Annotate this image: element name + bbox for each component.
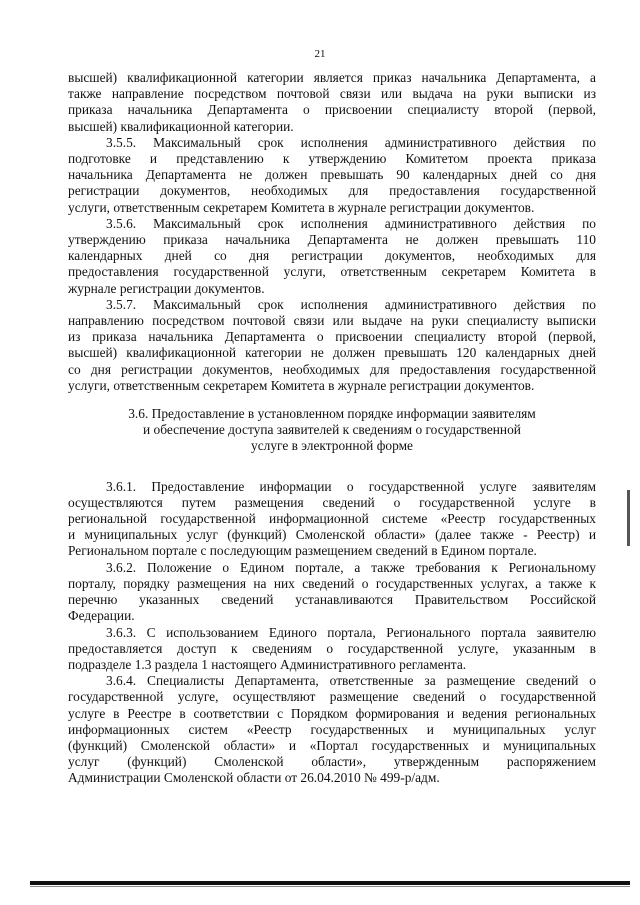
text-line: информационных систем «Реестр государственных и муниципальных услуг <box>68 721 596 737</box>
text-line: начальника Департамента не должен превышать 90 календарных дней со дня <box>68 167 596 183</box>
scan-margin-mark <box>627 490 630 546</box>
paragraph-3-6-1 <box>68 479 596 560</box>
text-line: услуг (функций) Смоленской области», утвержденным распоряжением <box>68 754 596 770</box>
text-line: регистрации документов, необходимых для предоставления государственной <box>68 183 596 199</box>
text-line: 3.5.6. Максимальный срок исполнения административного действия по <box>106 215 596 231</box>
document-body <box>68 70 596 787</box>
paragraph-3-5-6 <box>68 216 596 297</box>
heading-line: услуге в электронной форме <box>251 438 413 454</box>
paragraph-intro <box>68 70 596 135</box>
page-number: 21 <box>314 48 326 60</box>
text-line: региональной государственной информационной системе «Реестр государственных <box>68 511 596 527</box>
text-line: услуги, ответственным секретарем Комитета в журнале регистрации документов. <box>68 199 535 215</box>
paragraph-3-6-3 <box>68 625 596 674</box>
text-line: 3.6.3. С использованием Единого портала, Регионального портала заявителю <box>106 624 596 640</box>
text-line: высшей) квалификационной категории не должен превышать 120 календарных дней <box>68 345 596 361</box>
text-line: направлению посредством почтовой связи или выдаче на руки специалисту выписки <box>68 313 596 329</box>
text-line: предоставления государственной услуги, ответственным секретарем Комитета в <box>68 264 596 280</box>
paragraph-3-6-4 <box>68 673 596 786</box>
text-line: перечню указанных сведений устанавливаются Правительством Российской <box>68 592 596 608</box>
text-line: 3.5.7. Максимальный срок исполнения административного действия по <box>106 296 596 312</box>
text-line: утверждению приказа начальника Департамента не должен превышать 110 <box>68 232 596 248</box>
text-line: журнале регистрации документов. <box>68 280 265 296</box>
text-line: порталу, порядку размещения на них сведений о государственных услугах, а также к <box>68 575 596 591</box>
text-line: приказа начальника Департамента о присвоении специалисту второй (первой, <box>68 102 596 118</box>
paragraph-3-5-5 <box>68 135 596 216</box>
text-line: Федерации. <box>68 608 135 624</box>
footer-rule-thin <box>30 886 630 887</box>
text-line: Администрации Смоленской области от 26.04.2010 № 499-р/адм. <box>68 770 440 786</box>
text-line: (функций) Смоленской области» и «Портал государственных и муниципальных <box>68 737 596 753</box>
text-line: 3.6.2. Положение о Едином портале, а также требования к Региональному <box>106 559 596 575</box>
text-line: предоставляется доступ к сведениям о государственной услуге, указанным в <box>68 640 596 656</box>
paragraph-3-6-2 <box>68 560 596 625</box>
text-line: подразделе 1.3 раздела 1 настоящего Административного регламента. <box>68 656 467 672</box>
text-line: со дня регистрации документов, необходимых для предоставления государственной <box>68 361 596 377</box>
text-line: из приказа начальника Департамента о присвоении специалисту второй (первой, <box>68 329 596 345</box>
text-line: 3.6.1. Предоставление информации о государственной услуге заявителям <box>106 478 596 494</box>
section-heading-3-6 <box>68 406 596 455</box>
text-line: высшей) квалификационной категории. <box>68 118 294 134</box>
text-line: высшей) квалификационной категории является приказ начальника Департамента, а <box>68 70 596 85</box>
text-line: услуги, ответственным секретарем Комитета в журнале регистрации документов. <box>68 377 535 393</box>
text-line: подготовке и представлению к утверждению Комитетом проекта приказа <box>68 151 596 167</box>
heading-line: 3.6. Предоставление в установленном порядке информации заявителям <box>128 406 536 422</box>
text-line: Региональном портале с последующим размещением сведений в Едином портале. <box>68 543 537 559</box>
spacer <box>68 455 596 467</box>
heading-line: и обеспечение доступа заявителей к сведениям о государственной <box>143 422 521 438</box>
spacer <box>68 467 596 479</box>
text-line: 3.5.5. Максимальный срок исполнения административного действия по <box>106 134 596 150</box>
spacer <box>68 394 596 406</box>
paragraph-3-5-7 <box>68 297 596 394</box>
text-line: осуществляются путем размещения сведений о государственной услуге в <box>68 494 596 510</box>
text-line: также направление посредством почтовой связи или выдача на руки выписки из <box>68 86 596 102</box>
footer-rule <box>30 881 630 885</box>
text-line: услуге в Реестре в соответствии с Порядком формирования и ведения региональных <box>68 705 596 721</box>
text-line: и муниципальных услуг (функций) Смоленской области» (далее также - Реестр) и <box>68 527 596 543</box>
text-line: 3.6.4. Специалисты Департамента, ответственные за размещение сведений о <box>106 673 596 689</box>
text-line: государственной услуге, осуществляют размещение сведений о государственной <box>68 689 596 705</box>
text-line: календарных дней со дня регистрации документов, необходимых для <box>68 248 596 264</box>
